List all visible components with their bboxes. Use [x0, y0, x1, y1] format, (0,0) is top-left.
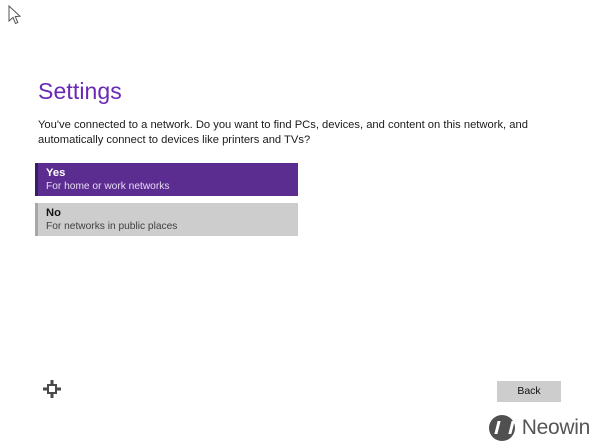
mouse-pointer-icon [8, 5, 22, 25]
neowin-logo-icon [489, 415, 515, 441]
description-text: You've connected to a network. Do you want to find PCs, devices, and content on this network, and automatically connect to devices like printers and TVs? [38, 119, 528, 146]
option-no[interactable] [35, 203, 298, 236]
option-yes-subtitle: For home or work networks [46, 181, 170, 192]
page-title: Settings [38, 78, 122, 104]
network-sharing-options [35, 163, 298, 243]
neowin-watermark [489, 415, 590, 441]
option-no-subtitle: For networks in public places [46, 221, 178, 232]
back-button[interactable]: Back [497, 381, 561, 402]
option-yes-title: Yes [46, 167, 66, 179]
busy-spinner-icon [43, 380, 61, 398]
neowin-watermark-text: Neowin [521, 416, 590, 439]
option-yes[interactable] [35, 163, 298, 196]
option-no-title: No [46, 207, 61, 219]
